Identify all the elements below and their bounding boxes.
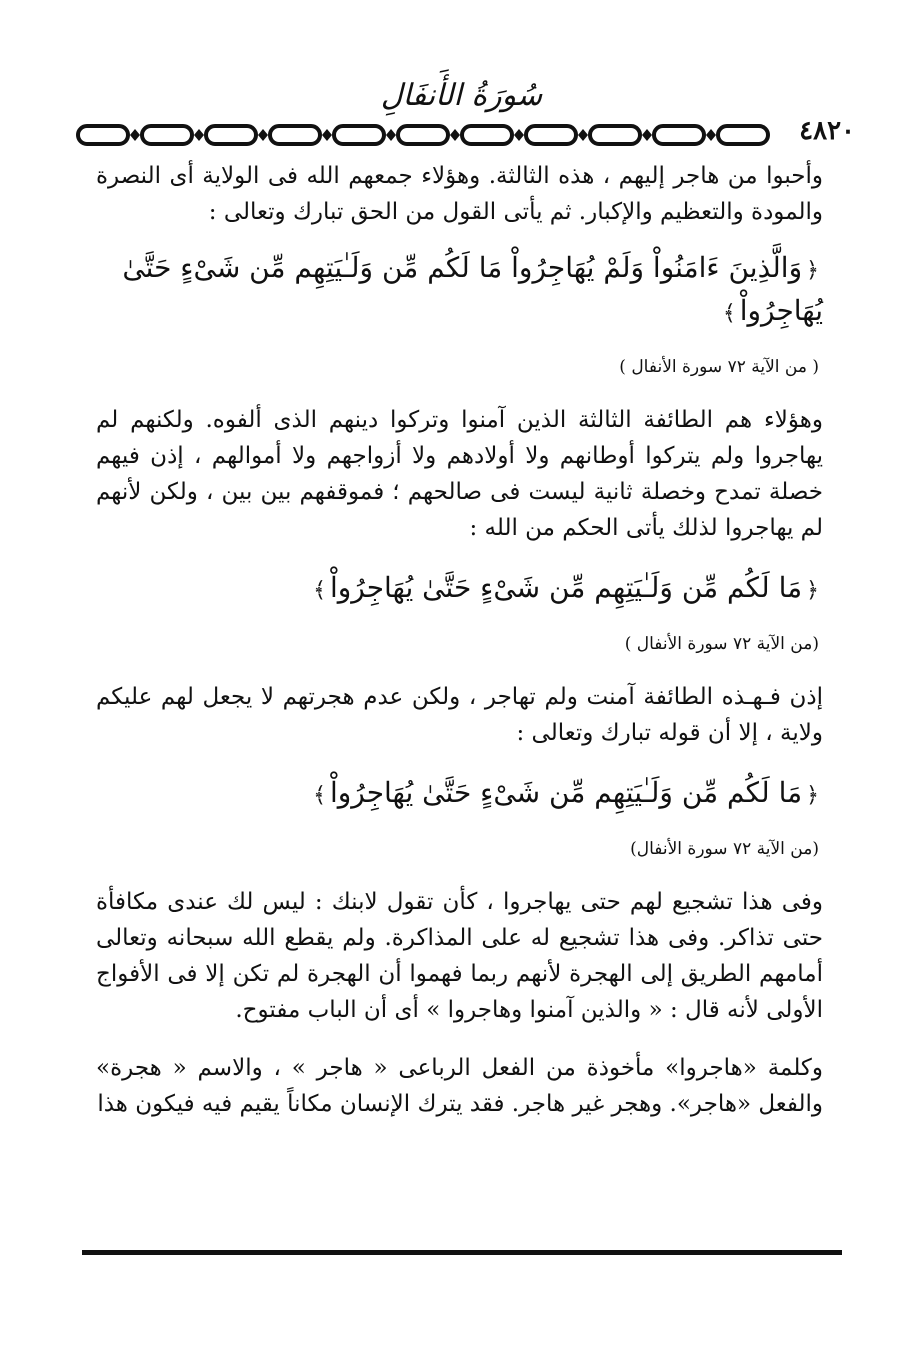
verse-1-text: وَالَّذِينَ ءَامَنُواْ وَلَمْ يُهَاجِرُواْ مَا لَكُم مِّن وَلَـٰيَتِهِم مِّن شَىْءٍ حَتَّىٰ يُهَاجِرُواْ [122, 251, 823, 327]
paragraph-4: وفى هذا تشجيع لهم حتى يهاجروا ، كأن تقول لابنك : ليس لك عندى مكافأة حتى تذاكر. وفى هذا تشجيع له على المذاكرة. ولم يقطع الله سبحانه وتعالى أمامهم الطريق إلى الهجرة لأنهم ربما فهموا أن الهجرة لم تكن إلا فى الأفواج الأولى لأنه قال : « والذين آمنوا وهاجروا » أى أن الباب مفتوح. [96, 889, 823, 1023]
verse-bracket-close: ﴾ [313, 783, 326, 808]
paragraph-2: وهؤلاء هم الطائفة الثالثة الذين آمنوا وتركوا دينهم الذى ألفوه. ولكنهم لم يهاجروا ولم يتركوا أوطانهم ولا أولادهم ولا أزواجهم ولا أموالهم ، إذن فيهم خصلة تمدح وخصلة ثانية ليست فى صالحهم ؛ فموقفهم بين بين ، ولكن لأنهم لم يهاجروا لذلك يأتى الحكم من الله : [96, 407, 823, 541]
chain-ornament-icon [76, 122, 842, 148]
verse-3-text: مَا لَكُم مِّن وَلَـٰيَتِهِم مِّن شَىْءٍ حَتَّىٰ يُهَاجِرُواْ [329, 776, 803, 809]
quran-verse-2 [96, 568, 823, 611]
verse-citation-2: (من الآية ٧٢ سورة الأنفال ) [624, 634, 819, 654]
verse-bracket-close: ﴾ [313, 578, 326, 603]
paragraph-1: وأحبوا من هاجر إليهم ، هذه الثالثة. وهؤلاء جمعهم الله فى الولاية أى النصرة والمودة والتعظيم والإكبار. ثم يأتى القول من الحق تبارك وتعالى : [96, 163, 823, 225]
verse-bracket-close: ﴾ [722, 301, 736, 326]
ornament-bar [76, 122, 842, 148]
verse-bracket-open: ﴿ [806, 783, 819, 808]
quran-verse-1 [96, 248, 823, 334]
verse-bracket-open: ﴿ [806, 258, 819, 283]
verse-citation-1: ( من الآية ٧٢ سورة الأنفال ) [619, 357, 819, 377]
surah-title: سُورَةُ الأَنفَالِ [380, 78, 543, 113]
verse-2-text: مَا لَكُم مِّن وَلَـٰيَتِهِم مِّن شَىْءٍ حَتَّىٰ يُهَاجِرُواْ [329, 571, 803, 604]
paragraph-3: إذن فـهـذه الطائفة آمنت ولم تهاجر ، ولكن عدم هجرتهم لا يجعل لهم عليكم ولاية ، إلا أن قوله تبارك وتعالى : [96, 684, 823, 746]
verse-citation-3: (من الآية ٧٢ سورة الأنفال) [630, 839, 819, 859]
quran-verse-3 [96, 773, 823, 816]
paragraph-5: وكلمة «هاجروا» مأخوذة من الفعل الرباعى « هاجر » ، والاسم « هجرة» والفعل «هاجر». وهجر غير هاجر. فقد يترك الإنسان مكاناً يقيم فيه فيكون هذا [96, 1055, 823, 1117]
page-body [96, 158, 823, 1144]
footer-rule [82, 1250, 842, 1255]
page-number: ٤٨٢٠ [793, 116, 861, 146]
verse-bracket-open: ﴿ [806, 578, 819, 603]
